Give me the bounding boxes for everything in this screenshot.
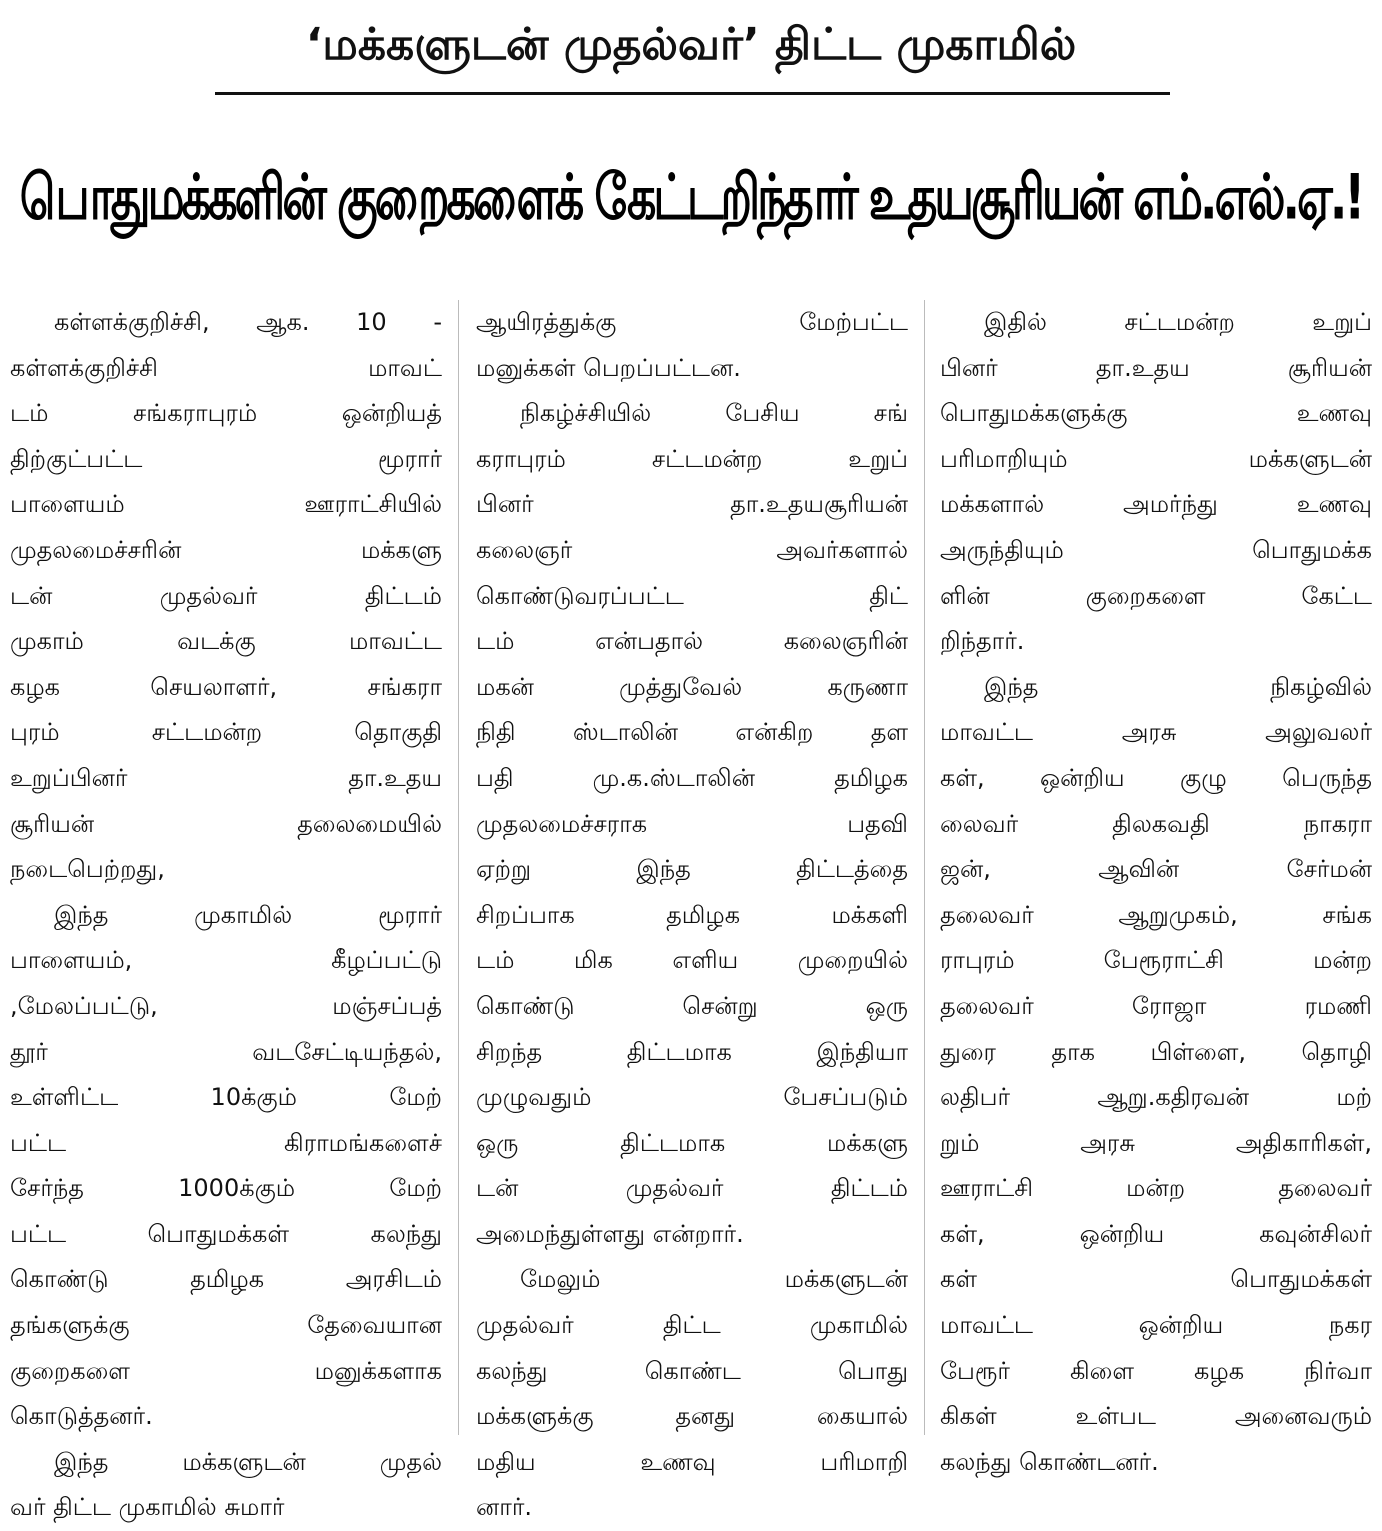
article-line: சிறப்பாக தமிழக மக்களி (476, 900, 908, 929)
article-line: டம் என்பதால் கலைஞரின் (476, 627, 908, 656)
article-line: மதிய உணவு பரிமாறி (476, 1447, 908, 1476)
article-line: மேலும் மக்களுடன் (520, 1265, 908, 1294)
article-line: பினர் தா.உதயசூரியன் (476, 490, 908, 519)
article-line: நிதி ஸ்டாலின் என்கிற தள (476, 718, 908, 747)
article-headline: பொதுமக்களின் குறைகளைக் கேட்டறிந்தார் உதயசூரியன் எம்.எல்.ஏ.! (19, 160, 1363, 234)
article-line: ஏற்று இந்த திட்டத்தை (476, 855, 908, 884)
column-divider (458, 300, 459, 1435)
article-line: சூரியன் தலைமையில் (10, 809, 442, 838)
article-line: இந்த நிகழ்வில் (984, 672, 1372, 701)
article-line: னார். (476, 1493, 532, 1522)
article-line: டம் மிக எளிய முறையில் (476, 946, 908, 975)
article-line: சேர்ந்த 1000க்கும் மேற் (10, 1174, 442, 1203)
article-line: இதில் சட்டமன்ற உறுப் (984, 308, 1372, 336)
article-line: கராபுரம் சட்டமன்ற உறுப் (476, 444, 908, 473)
article-line: கொண்டு சென்று ஒரு (476, 991, 908, 1020)
article-line: பாளையம் ஊராட்சியில் (10, 490, 442, 519)
article-line: கள்ளக்குறிச்சி மாவட் (10, 353, 442, 382)
article-line: தலைவர் ரோஜா ரமணி (940, 991, 1372, 1020)
article-column-1 (10, 300, 442, 1522)
article-line: முதலமைச்சராக பதவி (476, 809, 908, 838)
article-line: பட்ட கிராமங்களைச் (10, 1128, 442, 1157)
article-line: ளின் குறைகளை கேட்ட (940, 581, 1372, 610)
article-line: கள்ளக்குறிச்சி, ஆக. 10 - (54, 308, 442, 336)
article-line: முதலமைச்சரின் மக்களு (10, 535, 442, 564)
article-line: சிறந்த திட்டமாக இந்தியா (476, 1037, 908, 1066)
article-line: லதிபர் ஆறு.கதிரவன் மற் (940, 1083, 1372, 1112)
article-line: துரை தாக பிள்ளை, தொழி (940, 1037, 1372, 1066)
article-line: ,மேலப்பட்டு, மஞ்சப்பத் (10, 991, 442, 1020)
article-line: திற்குட்பட்ட மூரார் (10, 444, 442, 473)
article-line: பதி மு.க.ஸ்டாலின் தமிழக (476, 763, 908, 792)
article-line: முழுவதும் பேசப்படும் (476, 1083, 908, 1112)
article-line: பினர் தா.உதய சூரியன் (940, 353, 1372, 382)
article-line: கிகள் உள்பட அனைவரும் (940, 1402, 1372, 1431)
article-line: பேரூர் கிளை கழக நிர்வா (940, 1356, 1372, 1385)
article-line: கலைஞர் அவர்களால் (476, 535, 908, 564)
article-line: ஊராட்சி மன்ற தலைவர் (940, 1174, 1372, 1203)
article-line: கள் பொதுமக்கள் (940, 1265, 1372, 1294)
article-line: மனுக்கள் பெறப்பட்டன. (476, 353, 741, 382)
article-line: கலந்து கொண்டனர். (940, 1447, 1159, 1476)
article-line: முதல்வர் திட்ட முகாமில் (476, 1311, 908, 1340)
article-line: இந்த மக்களுடன் முதல் (54, 1447, 442, 1476)
article-line: வர் திட்ட முகாமில் சுமார் (10, 1493, 285, 1522)
article-line: குறைகளை மனுக்களாக (10, 1356, 442, 1385)
article-line: தூர் வடசேட்டியந்தல், (10, 1037, 442, 1066)
article-line: மாவட்ட அரசு அலுவலர் (940, 718, 1372, 747)
article-line: றும் அரசு அதிகாரிகள், (940, 1128, 1372, 1157)
article-line: கொடுத்தனர். (10, 1402, 153, 1431)
article-line: முகாம் வடக்கு மாவட்ட (10, 627, 442, 656)
article-column-3 (940, 300, 1372, 1476)
article-line: டன் முதல்வர் திட்டம் (476, 1174, 908, 1203)
article-line: தங்களுக்கு தேவையான (10, 1311, 442, 1340)
article-line: கொண்டுவரப்பட்ட திட் (476, 581, 908, 610)
article-line: றிந்தார். (940, 627, 1025, 656)
article-line: நிகழ்ச்சியில் பேசிய சங் (520, 399, 908, 428)
article-line: ஒரு திட்டமாக மக்களு (476, 1128, 908, 1157)
article-line: உறுப்பினர் தா.உதய (10, 763, 442, 792)
article-line: கள், ஒன்றிய கவுன்சிலர் (940, 1219, 1372, 1248)
article-line: பாளையம், கீழப்பட்டு (10, 946, 442, 975)
article-line: ஜன், ஆவின் சேர்மன் (940, 855, 1372, 884)
article-line: கள், ஒன்றிய குழு பெருந்த (940, 763, 1372, 792)
article-line: கழக செயலாளர், சங்கரா (10, 672, 442, 701)
article-line: டன் முதல்வர் திட்டம் (10, 581, 442, 610)
article-line: கொண்டு தமிழக அரசிடம் (10, 1265, 442, 1294)
article-line: நடைபெற்றது, (10, 855, 165, 884)
article-line: இந்த முகாமில் மூரார் (54, 900, 442, 929)
article-line: லைவர் திலகவதி நாகரா (940, 809, 1372, 838)
article-line: மாவட்ட ஒன்றிய நகர (940, 1311, 1372, 1340)
article-line: பட்ட பொதுமக்கள் கலந்து (10, 1219, 442, 1248)
article-line: டம் சங்கராபுரம் ஒன்றியத் (10, 399, 442, 428)
article-line: ஆயிரத்துக்கு மேற்பட்ட (476, 308, 908, 336)
article-line: பரிமாறியும் மக்களுடன் (940, 444, 1372, 473)
article-line: கலந்து கொண்ட பொது (476, 1356, 908, 1385)
article-line: அருந்தியும் பொதுமக்க (940, 535, 1372, 564)
article-column-2 (476, 300, 908, 1522)
column-divider (924, 300, 925, 1435)
article-line: தலைவர் ஆறுமுகம், சங்க (940, 900, 1372, 929)
article-line: புரம் சட்டமன்ற தொகுதி (10, 718, 442, 747)
article-kicker: ‘மக்களுடன் முதல்வர்’ திட்ட முகாமில் (305, 19, 1077, 70)
article-line: மக்களால் அமர்ந்து உணவு (940, 490, 1372, 519)
article-line: பொதுமக்களுக்கு உணவு (940, 399, 1372, 428)
article-line: ராபுரம் பேரூராட்சி மன்ற (940, 946, 1372, 975)
article-line: மக்களுக்கு தனது கையால் (476, 1402, 908, 1431)
article-line: மகன் முத்துவேல் கருணா (476, 672, 908, 701)
article-line: அமைந்துள்ளது என்றார். (476, 1219, 744, 1248)
article-line: உள்ளிட்ட 10க்கும் மேற் (10, 1083, 442, 1112)
